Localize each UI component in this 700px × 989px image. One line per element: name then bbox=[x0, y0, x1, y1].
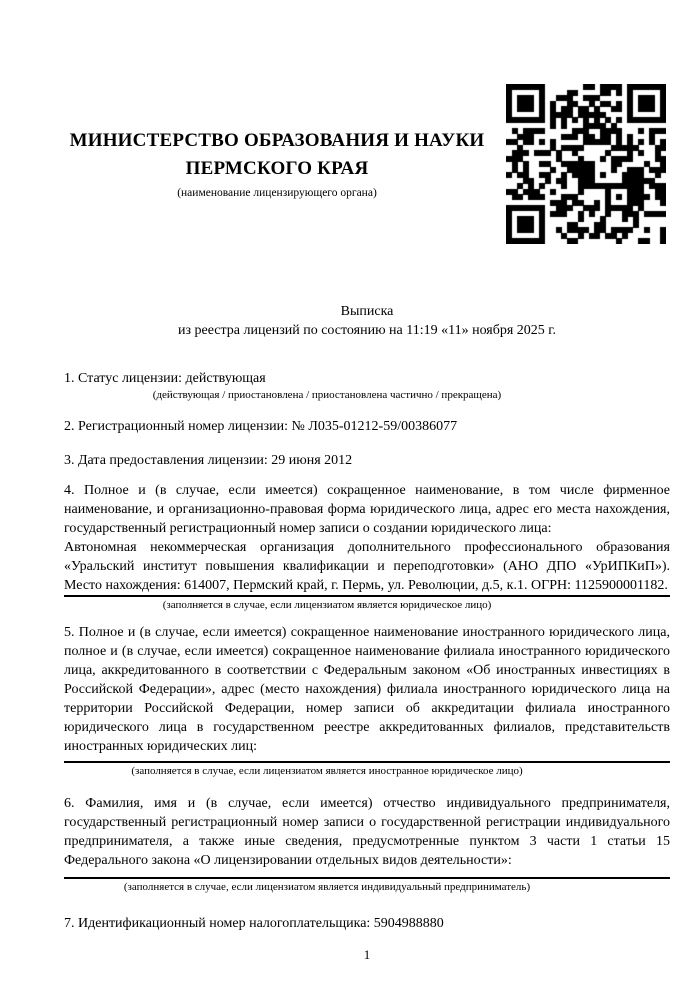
ministry-name-caption: (наименование лицензирующего органа) bbox=[177, 187, 377, 199]
item-6-caption: (заполняется в случае, если лицензиатом является индивидуальный предприниматель) bbox=[123, 881, 531, 893]
document-subtitle-date: из реестра лицензий по состоянию на 11:19 «11» ноября 2025 г. bbox=[178, 323, 556, 338]
document-title: Выписка bbox=[340, 304, 394, 319]
page-number: 1 bbox=[363, 947, 371, 962]
item-1-caption: (действующая / приостановлена / приостановлена частично / прекращена) bbox=[152, 389, 502, 401]
ministry-name-line1: МИНИСТЕРСТВО ОБРАЗОВАНИЯ И НАУКИ bbox=[69, 130, 485, 151]
item-4-legal-entity-value: Автономная некоммерческая организация дополнительного профессионального образования «Уральский институт повышения квалификации и переподготовки» (АНО ДПО «УрИПКиП»). Место нахождения: 614007, Пермский край, г. Пермь, ул. Революции, д.5, к.1. ОГРН: 1125900001182. bbox=[64, 540, 670, 593]
document-title-block bbox=[64, 302, 670, 340]
extract-body bbox=[64, 302, 670, 964]
item-6-fill-line bbox=[64, 877, 670, 879]
item-6-entrepreneur-label: 6. Фамилия, имя и (в случае, если имеется) отчество индивидуального предпринимателя, государственный регистрационный номер записи о государственной регистрации индивидуального предпринимателя, а также иные сведения, предусмотренные пунктом 3 части 1 статьи 15 Федерального закона «О лицензировании отдельных видов деятельности»: bbox=[64, 796, 670, 868]
item-5-fill-line bbox=[64, 761, 670, 763]
ministry-name-line2: ПЕРМСКОГО КРАЯ bbox=[185, 158, 369, 179]
item-5-foreign-entity-label: 5. Полное и (в случае, если имеется) сокращенное наименование иностранного юридического лица, полное и (в случае, если имеется) сокращенное наименование филиала иностранного юридического лица, аккредитованного в соответствии с Федеральным законом «Об иностранных инвестициях в Российской Федерации», адрес (место нахождения) филиала иностранного юридического лица на территории Российской Федерации, номер записи об аккредитации филиала иностранного юридического лица в государственном реестре аккредитованных филиалов, представительств иностранных юридических лиц: bbox=[64, 625, 670, 754]
item-1-license-status: 1. Статус лицензии: действующая bbox=[64, 371, 266, 386]
item-5-caption: (заполняется в случае, если лицензиатом является иностранное юридическое лицо) bbox=[131, 765, 523, 777]
qr-code-icon bbox=[506, 84, 666, 244]
item-3-grant-date: 3. Дата предоставления лицензии: 29 июня 2012 bbox=[64, 453, 353, 468]
item-2-registration-number: 2. Регистрационный номер лицензии: № Л035-01212-59/00386077 bbox=[64, 419, 458, 434]
item-4-caption: (заполняется в случае, если лицензиатом является юридическое лицо) bbox=[162, 599, 492, 611]
item-4-legal-entity-label: 4. Полное и (в случае, если имеется) сокращенное наименование, в том числе фирменное наименование, и организационно-правовая форма юридического лица, адрес его места нахождения, государственный регистрационный номер записи о создании юридического лица: bbox=[64, 483, 670, 536]
item-4-fill-line bbox=[64, 595, 670, 597]
licensing-authority-header bbox=[64, 127, 490, 200]
item-7-taxpayer-number: 7. Идентификационный номер налогоплательщика: 5904988880 bbox=[64, 916, 444, 931]
